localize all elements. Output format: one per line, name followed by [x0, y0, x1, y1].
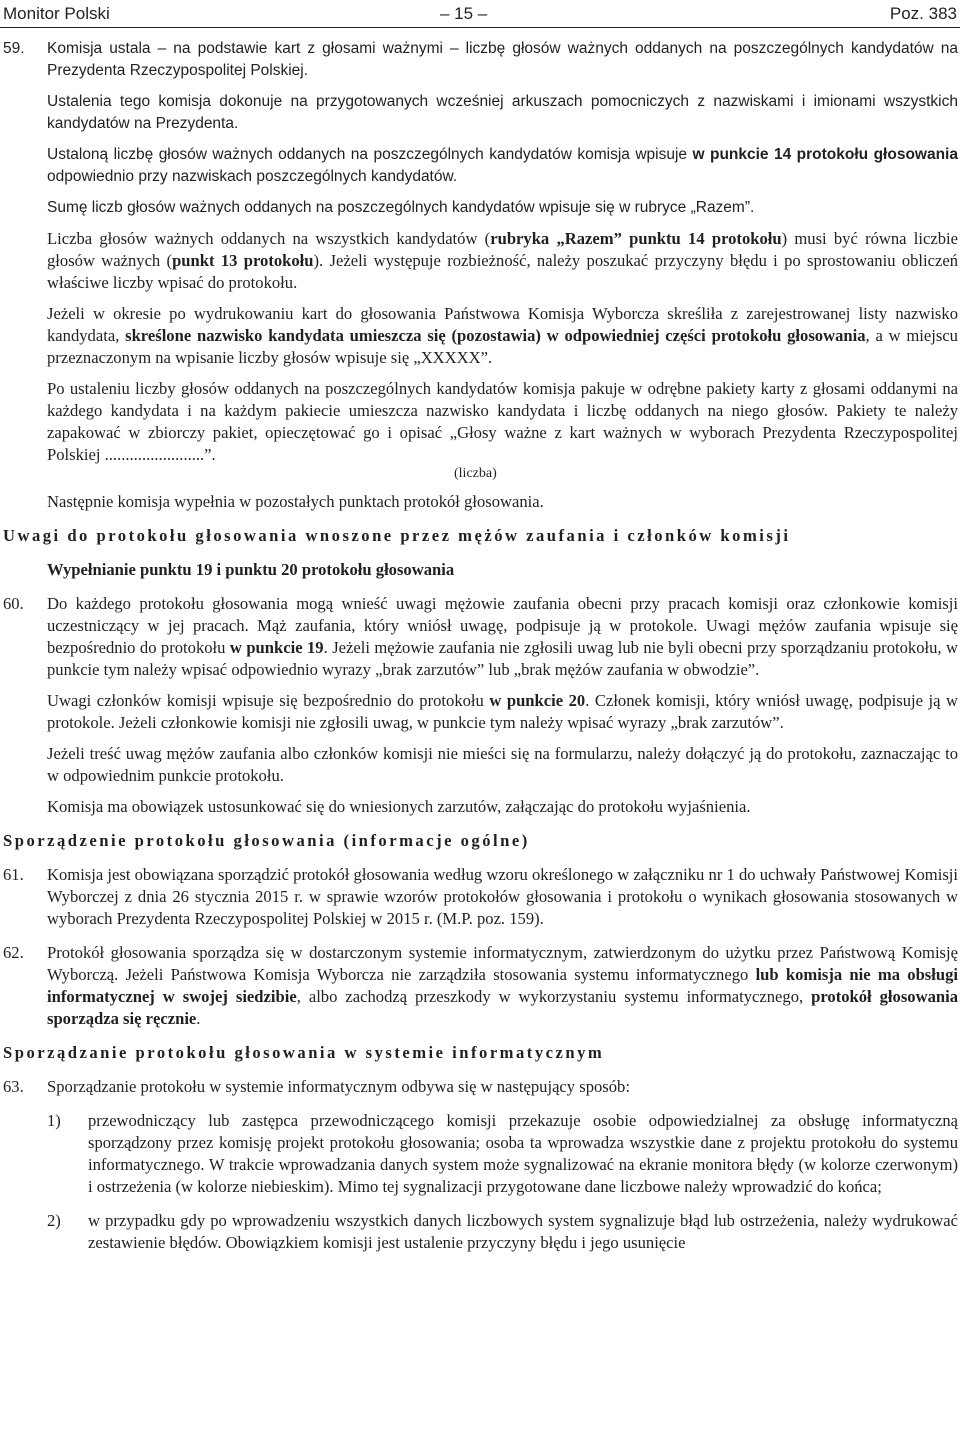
paragraph: Komisja ma obowiązek ustosunkować się do wniesionych zarzutów, załączając do protokołu wyjaśnienia. — [47, 797, 751, 816]
point-59 — [0, 38, 960, 82]
paragraph: Ustalenia tego komisja dokonuje na przygotowanych wcześniej arkuszach pomocniczych z nazwiskami i imionami wszystkich kandydatów na Prezydenta. — [47, 93, 958, 132]
point-number: 63. — [3, 1077, 24, 1096]
paragraph: Do każdego protokołu głosowania mogą wnieść uwagi mężowie zaufania obecni przy pracach komisji oraz członkowie komisji uczestniczący w jej pracach. Mąż zaufania, który wniósł uwagę, podpisuje ją w protokole. Uwagi mężów zaufania wpisuje się bezpośrednio do protokołu w punkcie 19. Jeżeli mężowie zaufania nie zgłosili uwag lub nie byli obecni przy sporządzaniu protokołu, w punkcie tym należy wpisać odpowiednio wyrazy „brak zarzutów” lub „brak mężów zaufania w obwodzie”. — [47, 594, 958, 679]
header-rule — [0, 27, 960, 28]
point-59-serif — [0, 228, 960, 1254]
list-item-number: 2) — [47, 1211, 61, 1230]
list-item-text: przewodniczący lub zastępca przewodniczącego komisji przekazuje osobie odpowiedzialnej za obsługę informatyczną sporządzony przez komisję projekt protokołu głosowania; osoba ta wprowadza wszystkie dane z projektu protokołu do systemu informatycznego. W trakcie wprowadzania danych system może sygnalizować na ekranie monitora błędy (w kolorze czerwonym) i ostrzeżenia (w kolorze niebieskim). Mimo tej sygnalizacji przygotowane dane liczbowe należy wprowadzić do końca; — [88, 1111, 958, 1196]
point-59-sans — [0, 38, 960, 219]
paragraph: Komisja ustala – na podstawie kart z głosami ważnymi – liczbę głosów ważnych oddanych na poszczególnych kandydatów na Prezydenta Rzeczypospolitej Polskiej. — [47, 40, 958, 79]
section-heading: Uwagi do protokołu głosowania wnoszone przez mężów zaufania i członków komisji — [3, 526, 791, 545]
section-heading: Sporządzanie protokołu głosowania w systemie informatycznym — [3, 1043, 605, 1062]
journal-title: Monitor Polski — [3, 4, 110, 23]
document-body — [0, 38, 960, 1254]
paragraph: Ustaloną liczbę głosów ważnych oddanych na poszczególnych kandydatów komisja wpisuje w punkcie 14 protokołu głosowania odpowiednio przy nazwiskach poszczególnych kandydatów. — [47, 146, 958, 185]
paragraph: Sumę liczb głosów ważnych oddanych na poszczególnych kandydatów wpisuje się w rubryce „Razem”. — [47, 199, 755, 216]
point-62 — [0, 942, 960, 1030]
liczba-caption: (liczba) — [454, 466, 497, 481]
point-63 — [0, 1076, 960, 1098]
list-item — [0, 1110, 960, 1198]
paragraph: Uwagi członków komisji wpisuje się bezpośrednio do protokołu w punkcie 20. Członek komisji, który wniósł uwagę, podpisuje ją w protokole. Jeżeli członkowie komisji nie zgłosili uwag, w punkcie tym należy wpisać wyrazy „brak zarzutów”. — [47, 691, 958, 732]
paragraph: Komisja jest obowiązana sporządzić protokół głosowania według wzoru określonego w załączniku nr 1 do uchwały Państwowej Komisji Wyborczej z dnia 26 stycznia 2015 r. w sprawie wzorów protokołów głosowania i protokołu o wynikach głosowania stosowanych w wyborach Prezydenta Rzeczypospolitej Polskiej w 2015 r. (M.P. poz. 159). — [47, 865, 958, 928]
paragraph: Protokół głosowania sporządza się w dostarczonym systemie informatycznym, zatwierdzonym do użytku przez Państwową Komisję Wyborczą. Jeżeli Państwowa Komisja Wyborcza nie zarządziła stosowania systemu informatycznego lub komisja nie ma obsługi informatycznej w swojej siedzibie, albo zachodzą przeszkody w wykorzystaniu systemu informatycznego, protokół głosowania sporządza się ręcznie. — [47, 943, 959, 1028]
position-number: Poz. 383 — [889, 4, 957, 23]
page-number: – 15 – — [440, 4, 488, 23]
point-number: 60. — [3, 594, 24, 613]
paragraph: Sporządzanie protokołu w systemie informatycznym odbywa się w następujący sposób: — [47, 1077, 630, 1096]
point-number: 62. — [3, 943, 24, 962]
point-61 — [0, 864, 960, 930]
paragraph: Po ustaleniu liczby głosów oddanych na poszczególnych kandydatów komisja pakuje w odrębne pakiety karty z głosami oddanymi na każdego kandydata i na każdym pakiecie umieszcza nazwisko kandydata i liczbę oddanych na niego głosów. Pakiety te należy zapakować w zbiorczy pakiet, opieczętować go i opisać „Głosy ważne z kart ważnych w wyborach Prezydenta Rzeczypospolitej Polskiej ........................”. — [47, 379, 958, 464]
paragraph: Liczba głosów ważnych oddanych na wszystkich kandydatów (rubryka „Razem” punktu 14 protokołu) musi być równa liczbie głosów ważnych (punkt 13 protokołu). Jeżeli występuje rozbieżność, należy poszukać przyczyny błędu i po sprostowaniu obliczeń właściwe liczby wpisać do protokołu. — [47, 229, 959, 292]
point-number: 61. — [3, 865, 24, 884]
paragraph: Jeżeli w okresie po wydrukowaniu kart do głosowania Państwowa Komisja Wyborcza skreśliła z zarejestrowanej listy nazwisko kandydata, skreślone nazwisko kandydata umieszcza się (pozostawia) w odpowiedniej części protokołu głosowania, a w miejscu przeznaczonym na wpisanie liczby głosów wpisuje się „XXXXX”. — [47, 304, 958, 367]
page-header — [0, 0, 960, 30]
section-heading: Sporządzenie protokołu głosowania (informacje ogólne) — [3, 831, 530, 850]
list-item-text: w przypadku gdy po wprowadzeniu wszystkich danych liczbowych system sygnalizuje błąd lub ostrzeżenia, należy wydrukować zestawienie błędów. Obowiązkiem komisji jest ustalenie przyczyny błędu i jego usunięcie — [88, 1211, 958, 1252]
paragraph: Jeżeli treść uwag mężów zaufania albo członków komisji nie mieści się na formularzu, należy dołączyć ją do protokołu, zaznaczając to w odpowiednim punkcie protokołu. — [47, 744, 958, 785]
list-item — [0, 1210, 960, 1254]
paragraph: Następnie komisja wypełnia w pozostałych punktach protokół głosowania. — [47, 492, 544, 511]
point-number: 59. — [3, 40, 25, 57]
list-item-number: 1) — [47, 1111, 61, 1130]
section-subheading: Wypełnianie punktu 19 i punktu 20 protokołu głosowania — [47, 560, 455, 579]
point-60 — [0, 593, 960, 681]
